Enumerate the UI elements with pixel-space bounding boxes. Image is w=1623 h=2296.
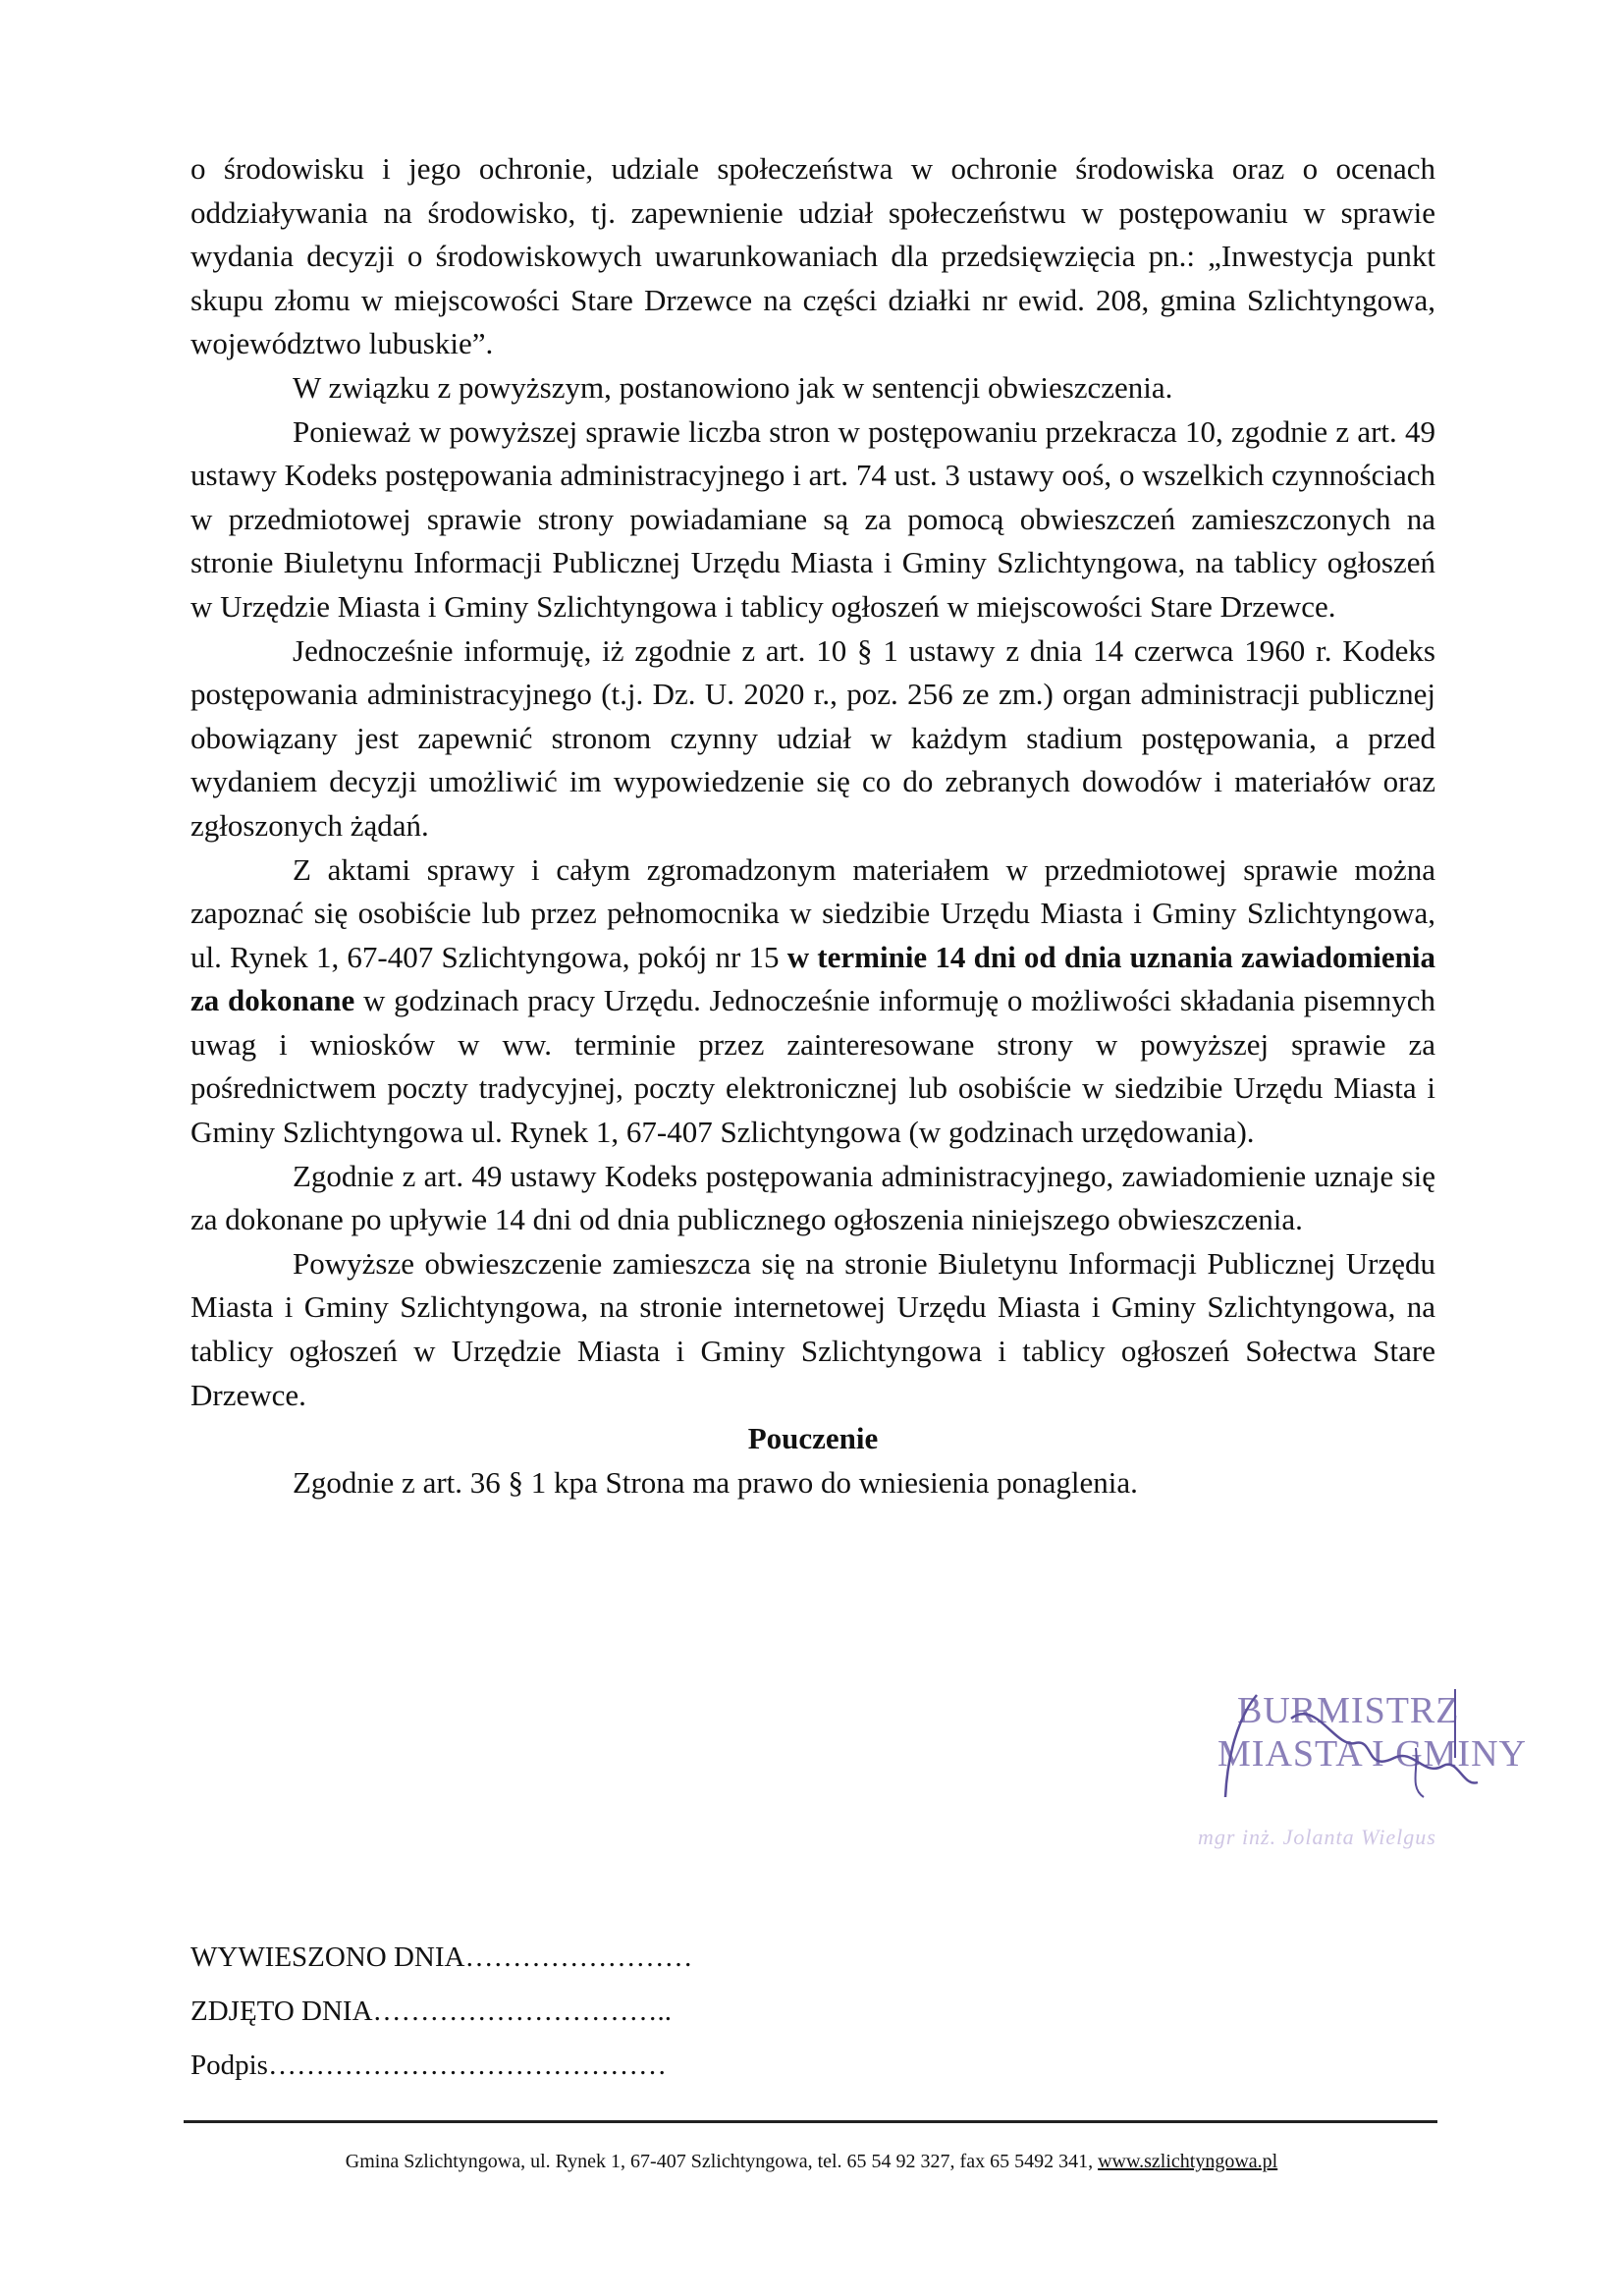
footer-website-link[interactable]: www.szlichtyngowa.pl — [1098, 2151, 1278, 2172]
access-deadline-bold: w terminie 14 dni od dnia uznania zawiadomienia za dokonane — [190, 939, 1435, 1018]
removed-date-field: ZDJĘTO DNIA………………………….. — [190, 1995, 673, 2027]
signature-field: Podpis…………………………………… — [190, 2050, 667, 2081]
posted-date-field: WYWIESZONO DNIA…………………… — [190, 1941, 693, 1973]
paragraph-notice-effective: Zgodnie z art. 49 ustawy Kodeks postępowania administracyjnego, zawiadomienie uznaje się za dokonane po upływie 14 dni od dnia publicznego ogłoszenia niniejszego obwieszczenia. — [190, 1158, 1435, 1237]
paragraph-context: o środowisku i jego ochronie, udziale społeczeństwa w ochronie środowiska oraz o ocenach oddziaływania na środowisko, tj. zapewnienie udział społeczeństwu w postępowaniu w sprawie wydania decyzji o środowiskowych uwarunkowaniach dla przedsięwzięcia pn.: „Inwestycja punkt skupu złomu w miejscowości Stare Drzewce na części działki nr ewid. 208, gmina Szlichtyngowa, województwo lubuskie”. — [190, 151, 1435, 361]
footer-address-text: Gmina Szlichtyngowa, ul. Rynek 1, 67-407 Szlichtyngowa, tel. 65 54 92 327, fax 65 5492 341, — [345, 2151, 1099, 2172]
instruction-heading: Pouczenie — [747, 1421, 879, 1456]
handwritten-signature — [1198, 1689, 1532, 1827]
posting-fields — [190, 1931, 692, 2093]
instruction-text: Zgodnie z art. 36 § 1 kpa Strona ma prawo do wniesienia ponaglenia. — [293, 1464, 1138, 1500]
paragraph-party-rights: Jednocześnie informuję, iż zgodnie z art. 10 § 1 ustawy z dnia 14 czerwca 1960 r. Kodeks postępowania administracyjnego (t.j. Dz. U. 2020 r., poz. 256 ze zm.) organ administracji publicznej obowiązany jest zapewnić stronom czynny udział w każdym stadium postępowania, a przed wydaniem decyzji umożliwić im wypowiedzenie się co do zebranych dowodów i materiałów oraz zgłoszonych żądań. — [190, 632, 1435, 843]
paragraph-publication: Powyższe obwieszczenie zamieszcza się na stronie Biuletynu Informacji Publicznej Urzędu Miasta i Gminy Szlichtyngowa, na stronie internetowej Urzędu Miasta i Gminy Szlichtyngowa, na tablicy ogłoszeń w Urzędzie Miasta i Gminy Szlichtyngowa i tablicy ogłoszeń Sołectwa Stare Drzewce. — [190, 1245, 1435, 1412]
access-text-before: Z aktami sprawy i całym zgromadzonym materiałem w przedmiotowej sprawie można zapoznać się osobiście lub przez pełnomocnika w siedzibie Urzędu Miasta i Gminy Szlichtyngowa, ul. Rynek 1, 67-407 Szlichtyngowa, pokój nr 15 — [190, 851, 1435, 974]
mayor-stamp — [1198, 1689, 1532, 1866]
footer-address — [0, 2151, 1623, 2173]
footer-divider — [184, 2120, 1437, 2123]
paragraph-notification-method: Ponieważ w powyższej sprawie liczba stron w postępowaniu przekracza 10, zgodnie z art. 49 ustawy Kodeks postępowania administracyjnego i art. 74 ust. 3 ustawy ooś, o wszelkich czynnościach w przedmiotowej sprawie strony powiadamiane są za pomocą obwieszczeń zamieszczonych na stronie Biuletynu Informacji Publicznej Urzędu Miasta i Gminy Szlichtyngowa, na tablicy ogłoszeń w Urzędzie Miasta i Gminy Szlichtyngowa i tablicy ogłoszeń w miejscowości Stare Drzewce. — [190, 413, 1435, 624]
stamp-signatory-name: mgr inż. Jolanta Wielgus — [1198, 1825, 1436, 1849]
stamp-title-line1: BURMISTRZ — [1237, 1690, 1460, 1731]
document-body — [190, 147, 1435, 1504]
stamp-title-line2: MIASTA I GMINY — [1217, 1733, 1527, 1775]
paragraph-resolution: W związku z powyższym, postanowiono jak w sentencji obwieszczenia. — [293, 369, 1173, 405]
access-text-after: w godzinach pracy Urzędu. Jednocześnie informuję o możliwości składania pisemnych uwag i wniosków w ww. terminie przez zainteresowane strony w powyższej sprawie za pośrednictwem poczty tradycyjnej, poczty elektronicznej lub osobiście w siedzibie Urzędu Miasta i Gminy Szlichtyngowa ul. Rynek 1, 67-407 Szlichtyngowa (w godzinach urzędowania). — [190, 983, 1435, 1150]
paragraph-access-to-files — [190, 848, 1435, 1155]
